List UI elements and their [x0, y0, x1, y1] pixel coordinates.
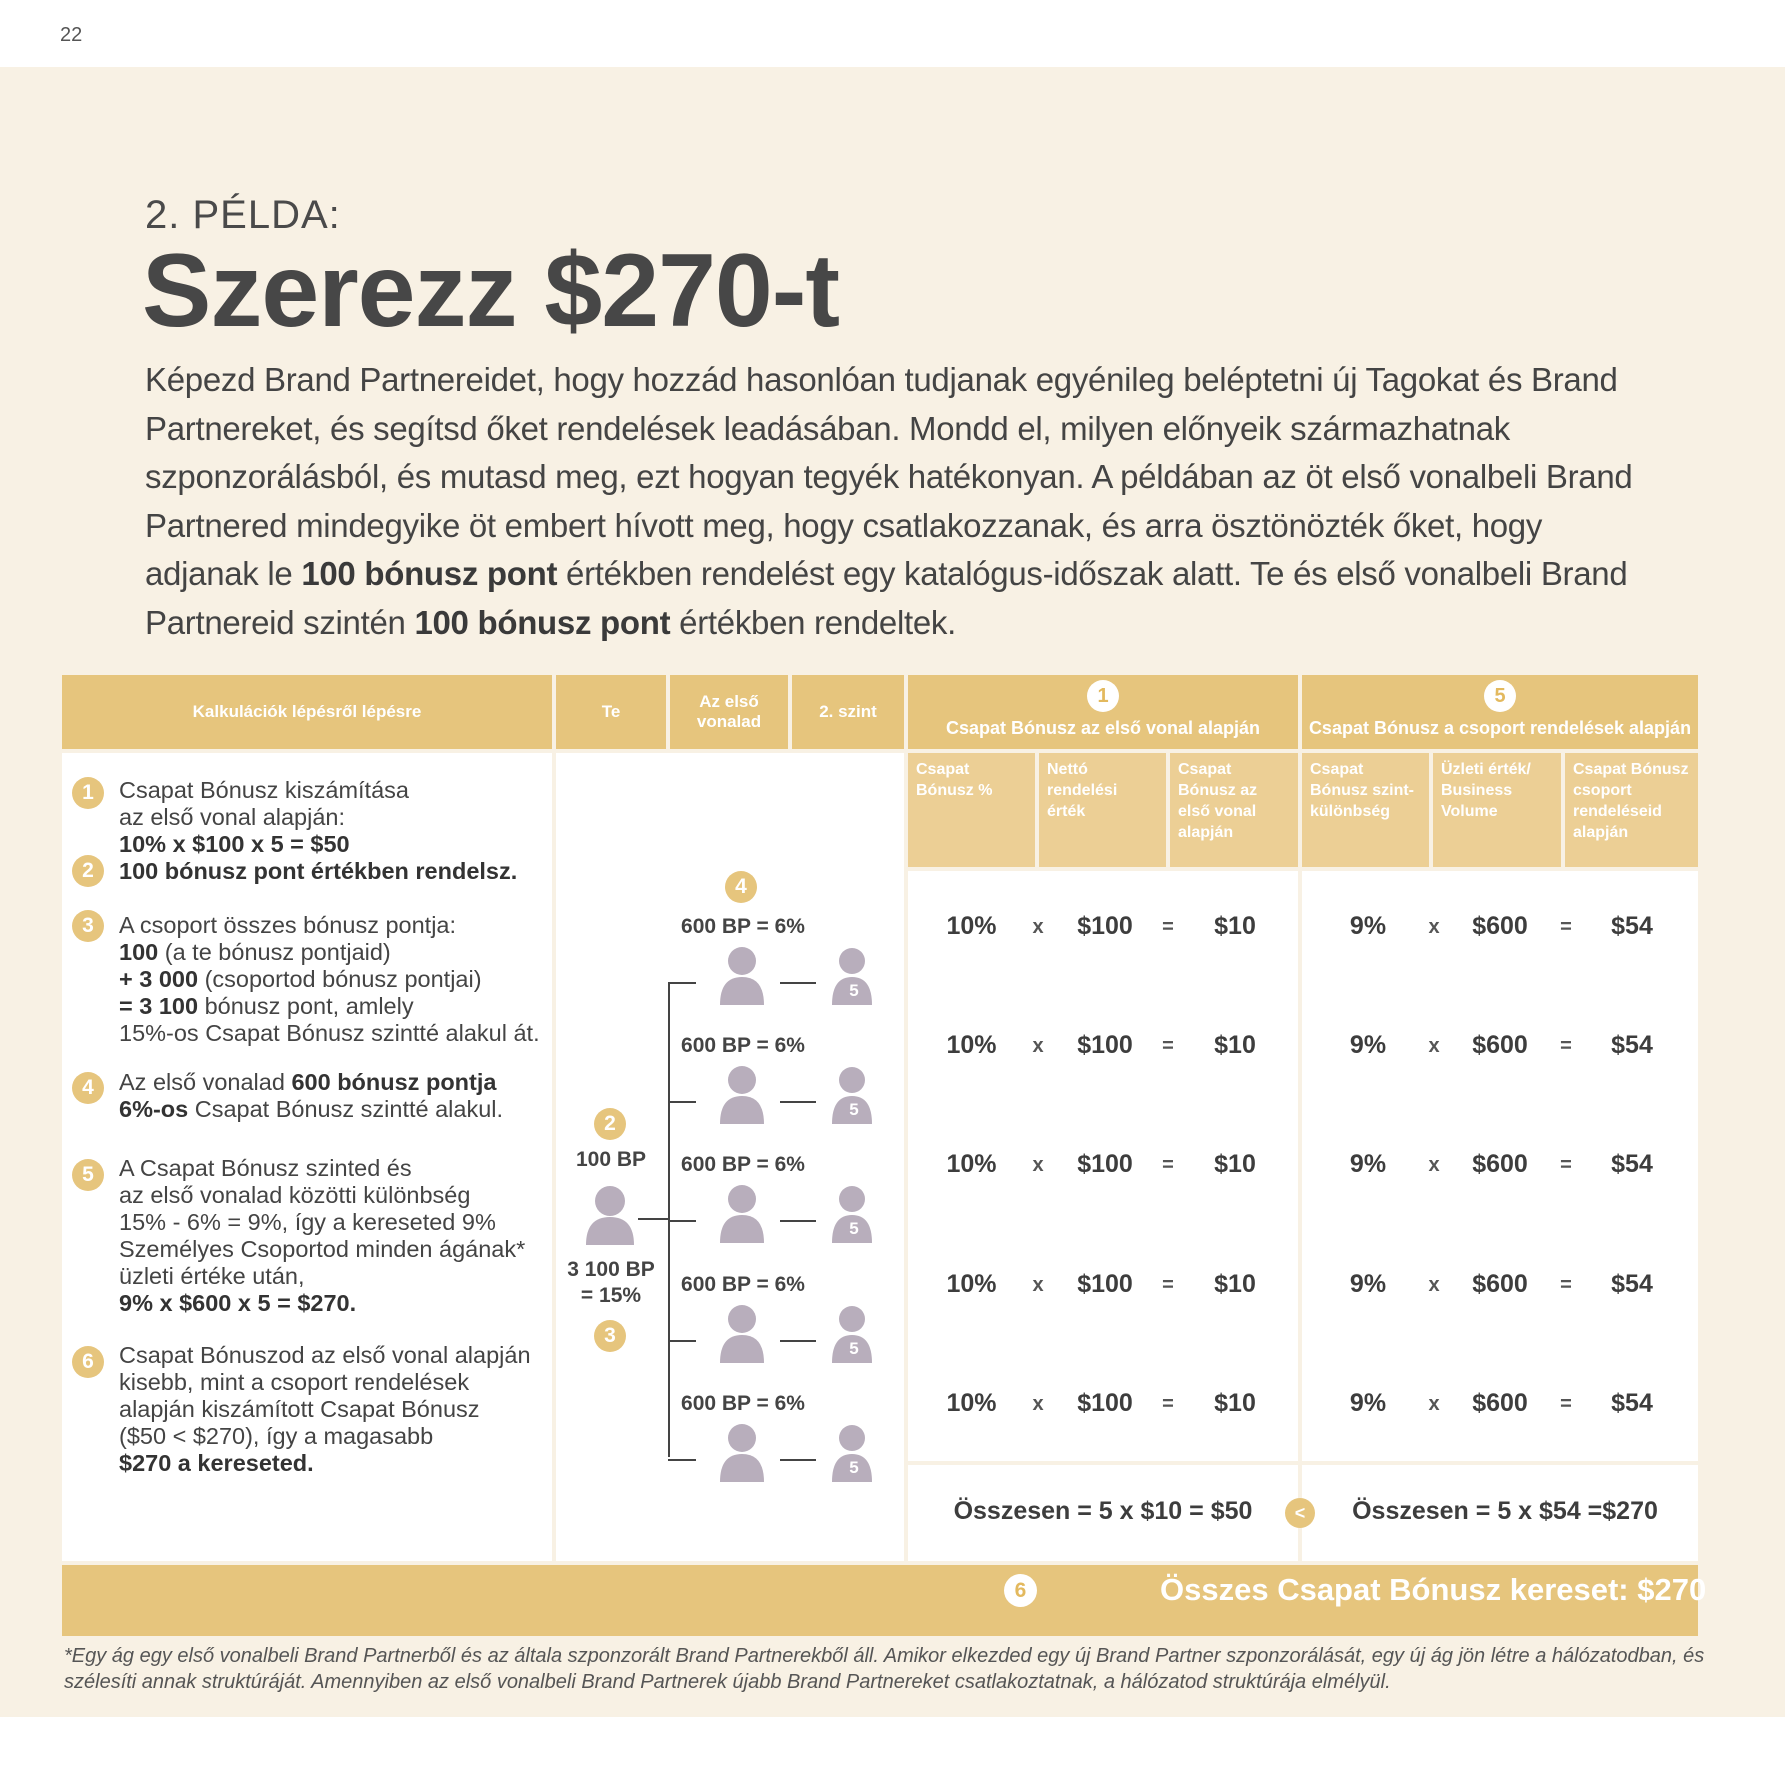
cell-res: $10	[1214, 1150, 1256, 1178]
cell-bv: $600	[1472, 912, 1528, 940]
header-te: Te	[556, 675, 666, 749]
cell-net: $100	[1077, 912, 1133, 940]
step-4-text: Az első vonalad 600 bónusz pontja 6%-os Csapat Bónusz szintté alakul.	[119, 1069, 504, 1122]
cell-res2: $54	[1611, 912, 1653, 940]
less-than-marker: <	[1285, 1498, 1315, 1528]
first-line-person	[716, 1422, 768, 1482]
step-1-text: Csapat Bónusz kiszámítása az első vonal alapján: 10% x $100 x 5 = $50	[119, 777, 409, 857]
first-line-person-icon	[716, 1183, 768, 1243]
cell-res: $10	[1214, 912, 1256, 940]
step-3-marker: 3	[72, 910, 104, 942]
first-line-bp: 600 BP = 6%	[681, 1034, 805, 1057]
tree-you-group-pct: = 15%	[580, 1284, 642, 1307]
grand-total-label: Összes Csapat Bónusz kereset: $270	[1160, 1572, 1707, 1607]
subheader-business-volume: Üzleti érték/ Business Volume	[1433, 753, 1561, 867]
subheader-level-diff: Csapat Bónusz szint-különbség	[1302, 753, 1429, 867]
step-6-text: Csapat Bónuszod az első vonal alapján kisebb, mint a csoport rendelések alapján kiszámított Csapat Bónusz ($50 < $270), így a magasabb $270 a kereseted.	[119, 1342, 531, 1476]
first-line-bp: 600 BP = 6%	[681, 1273, 805, 1296]
you-person-icon	[584, 1185, 636, 1245]
footnote: *Egy ág egy első vonalbeli Brand Partnerből és az általa szponzorált Brand Partnerekből áll. Amikor elkezded egy új Brand Partner szponzorálását, egy új ág jön létre a hálózatodban, és szélesíti annak struktúráját. Amennyiben az első vonalbeli Brand Partnerek újabb Brand Partnereket csatlakoztatnak, a hálózatod struktúrája elmélyül.	[64, 1645, 1705, 1693]
cell-x: x	[1032, 1035, 1044, 1057]
subheader-bonus-group: Csapat Bónusz csoport rendeléseid alapján	[1565, 753, 1698, 867]
branch-connector	[668, 1101, 696, 1103]
tree-group-marker: 3	[594, 1320, 626, 1352]
cell-pct: 10%	[946, 1389, 997, 1417]
step-6-marker: 6	[72, 1346, 104, 1378]
second-level-count: 5	[842, 1456, 866, 1480]
first-line-person	[716, 1303, 768, 1363]
step-3-text: A csoport összes bónusz pontja: 100 (a te bónusz pontjaid) + 3 000 (csoportod bónusz pontjai) = 3 100 bónusz pont, amlely 15%-os Csapat Bónusz szintté alakul át.	[119, 912, 540, 1046]
cell-diff: 9%	[1349, 912, 1387, 940]
first-line-person-icon	[716, 1064, 768, 1124]
branch-connector	[668, 982, 696, 984]
first-line-person-icon	[716, 1303, 768, 1363]
first-line-person	[716, 1183, 768, 1243]
step-5-marker: 5	[1484, 680, 1516, 712]
cell-res: $10	[1214, 1270, 1256, 1298]
level-connector	[780, 1220, 816, 1222]
cell-x: x	[1032, 1154, 1044, 1176]
step-4-marker: 4	[72, 1072, 104, 1104]
cell-x: x	[1032, 1393, 1044, 1415]
second-level-person	[828, 1422, 876, 1482]
subheader-net-value: Nettó rendelési érték	[1039, 753, 1166, 867]
step-5-text: A Csapat Bónusz szinted és az első vonalad közötti különbség 15% - 6% = 9%, így a kereseted 9% Személyes Csoportod minden ágának* üzleti értéke után, 9% x $600 x 5 = $270.	[119, 1155, 526, 1316]
branch-connector	[668, 1220, 696, 1222]
first-line-person	[716, 1064, 768, 1124]
page-number: 22	[60, 24, 83, 46]
cell-eq: =	[1162, 1035, 1174, 1057]
cell-net: $100	[1077, 1270, 1133, 1298]
cell-x2: x	[1428, 1154, 1440, 1176]
first-line-bp: 600 BP = 6%	[681, 915, 805, 938]
header-group-first-line-label: Csapat Bónusz az első vonal alapján	[945, 718, 1261, 738]
total-first-line: Összesen = 5 x $10 = $50	[953, 1497, 1253, 1525]
total-group-orders: Összesen = 5 x $54 =$270	[1352, 1497, 1658, 1525]
cell-diff: 9%	[1349, 1270, 1387, 1298]
step-5-marker: 5	[72, 1159, 104, 1191]
cell-eq: =	[1162, 1274, 1174, 1296]
cell-bv: $600	[1472, 1389, 1528, 1417]
second-level-person	[828, 1064, 876, 1124]
branch-connector	[668, 1340, 696, 1342]
second-level-count: 5	[842, 979, 866, 1003]
cell-eq2: =	[1560, 1035, 1572, 1057]
cell-bv: $600	[1472, 1150, 1528, 1178]
cell-pct: 10%	[946, 1270, 997, 1298]
level-connector	[780, 1101, 816, 1103]
cell-diff: 9%	[1349, 1031, 1387, 1059]
step-2-text: 100 bónusz pont értékben rendelsz.	[119, 858, 518, 884]
cell-eq2: =	[1560, 1274, 1572, 1296]
cell-x: x	[1032, 1274, 1044, 1296]
level-connector	[780, 982, 816, 984]
cell-x2: x	[1428, 916, 1440, 938]
cell-res2: $54	[1611, 1150, 1653, 1178]
level-connector	[780, 1340, 816, 1342]
branch-connector	[668, 1459, 696, 1461]
second-level-person	[828, 945, 876, 1005]
second-level-person	[828, 1303, 876, 1363]
second-level-count: 5	[842, 1098, 866, 1122]
cell-x2: x	[1428, 1393, 1440, 1415]
tree-connector	[638, 1218, 670, 1220]
header-steps: Kalkulációk lépésről lépésre	[62, 675, 552, 749]
step-2-marker: 2	[72, 855, 104, 887]
second-level-count: 5	[842, 1217, 866, 1241]
cell-res2: $54	[1611, 1389, 1653, 1417]
header-level-2: 2. szint	[792, 675, 904, 749]
page-title: Szerezz $270-t	[142, 233, 840, 349]
first-line-person	[716, 945, 768, 1005]
cell-bv: $600	[1472, 1031, 1528, 1059]
subheader-bonus-first-line: Csapat Bónusz az első vonal alapján	[1170, 753, 1298, 867]
subheader-bonus-pct: Csapat Bónusz %	[908, 753, 1035, 867]
cell-pct: 10%	[946, 1150, 997, 1178]
cell-eq: =	[1162, 1154, 1174, 1176]
example-label: 2. PÉLDA:	[145, 193, 341, 237]
step-1-marker: 1	[72, 777, 104, 809]
cell-pct: 10%	[946, 912, 997, 940]
first-line-bp: 600 BP = 6%	[681, 1392, 805, 1415]
cell-eq2: =	[1560, 1154, 1572, 1176]
cell-eq2: =	[1560, 916, 1572, 938]
cell-diff: 9%	[1349, 1150, 1387, 1178]
cell-x2: x	[1428, 1274, 1440, 1296]
tree-first-line-marker: 4	[725, 871, 757, 903]
second-level-count: 5	[842, 1337, 866, 1361]
cell-res: $10	[1214, 1389, 1256, 1417]
step-1-marker: 1	[1087, 680, 1119, 712]
tree-you-bp: 100 BP	[575, 1148, 647, 1171]
cell-bv: $600	[1472, 1270, 1528, 1298]
step-6-final-marker: 6	[1004, 1574, 1037, 1607]
cell-res2: $54	[1611, 1270, 1653, 1298]
first-line-person-icon	[716, 1422, 768, 1482]
intro-paragraph: Képezd Brand Partnereidet, hogy hozzád hasonlóan tudjanak egyénileg beléptetni új Tagokat és Brand Partnereket, és segítsd őket rendelések leadásában. Mondd el, milyen előnyeik származhatnak szponzorálásból, és mutasd meg, ezt hogyan tegyék hatékonyan. A példában az öt első vonalbeli Brand Partnered mindegyike öt embert hívott meg, hogy csatlakozzanak, és arra ösztönözték őket, hogy adjanak le 100 bónusz pont értékben rendelést egy katalógus-időszak alatt. Te és első vonalbeli Brand Partnereid szintén 100 bónusz pont értékben rendeltek.	[145, 361, 1633, 641]
cell-net: $100	[1077, 1389, 1133, 1417]
first-line-person-icon	[716, 945, 768, 1005]
header-group-orders	[1302, 675, 1698, 749]
cell-x2: x	[1428, 1035, 1440, 1057]
cell-diff: 9%	[1349, 1389, 1387, 1417]
cell-net: $100	[1077, 1031, 1133, 1059]
cell-net: $100	[1077, 1150, 1133, 1178]
cell-eq: =	[1162, 1393, 1174, 1415]
header-group-first-line	[908, 675, 1298, 749]
cell-pct: 10%	[946, 1031, 997, 1059]
cell-x: x	[1032, 916, 1044, 938]
cell-eq: =	[1162, 916, 1174, 938]
first-line-bp: 600 BP = 6%	[681, 1153, 805, 1176]
header-first-line: Az első vonalad	[670, 675, 788, 749]
tree-you-marker: 2	[594, 1108, 626, 1140]
cell-eq2: =	[1560, 1393, 1572, 1415]
cell-res: $10	[1214, 1031, 1256, 1059]
header-group-orders-label: Csapat Bónusz a csoport rendelések alapján	[1308, 718, 1692, 738]
second-level-person	[828, 1183, 876, 1243]
cell-res2: $54	[1611, 1031, 1653, 1059]
tree-you-group-bp: 3 100 BP	[567, 1258, 655, 1281]
level-connector	[780, 1459, 816, 1461]
